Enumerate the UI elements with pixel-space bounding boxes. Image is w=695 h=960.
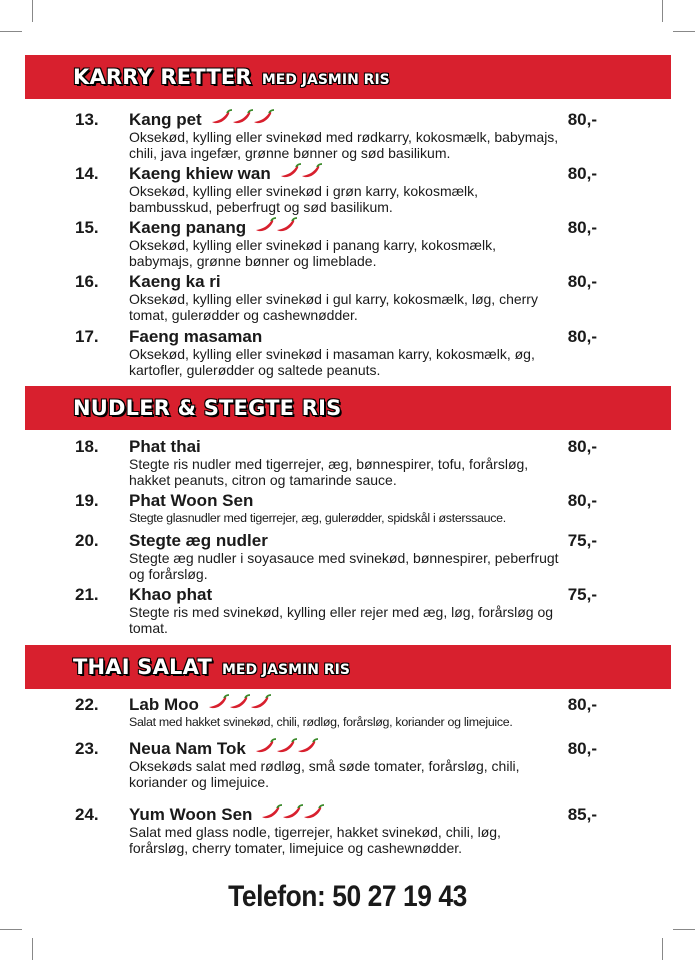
item-number: 15.: [75, 217, 99, 237]
section-title: NUDLER & STEGTE RIS: [73, 396, 342, 420]
menu-item-22: [75, 695, 605, 730]
item-price: 80,-: [567, 437, 597, 456]
item-price: 80,-: [567, 218, 597, 237]
crop-mark: [0, 31, 22, 32]
chili-pepper-icon: [296, 737, 320, 755]
section-banner-salat: [25, 645, 671, 689]
section-subtitle: MED JASMIN RIS: [221, 661, 350, 678]
item-description: Stegte ris nudler med tigerrejer, æg, bønnespirer, tofu, forårsløg, hakket peanuts, citron og tamarinde sauce.: [129, 456, 529, 488]
crop-mark: [662, 0, 663, 22]
item-price: 75,-: [567, 585, 597, 604]
section-title: KARRY RETTER: [73, 65, 252, 89]
item-name: Kaeng khiew wan: [129, 163, 271, 183]
chili-rating: [254, 737, 317, 755]
crop-mark: [32, 0, 33, 22]
item-description: Stegte ris med svinekød, kylling eller rejer med æg, løg, forårsløg og tomat.: [129, 604, 554, 636]
item-description: Oksekød, kylling eller svinekød i panang karry, kokosmælk, babymajs, grønne bønner og limeblade.: [129, 237, 496, 269]
crop-mark: [0, 929, 22, 930]
chili-rating: [207, 693, 270, 711]
chili-pepper-icon: [252, 108, 276, 126]
chili-rating: [279, 162, 321, 180]
item-price: 80,-: [567, 110, 597, 129]
menu-item-21: [75, 585, 605, 636]
menu-item-19: [75, 491, 605, 526]
item-price: 80,-: [567, 695, 597, 714]
chili-rating: [210, 108, 273, 126]
chili-pepper-icon: [302, 803, 326, 821]
item-number: 23.: [75, 738, 99, 758]
item-number: 17.: [75, 326, 99, 346]
item-price: 85,-: [567, 805, 597, 824]
item-name: Kang pet: [129, 109, 202, 129]
item-name: Phat thai: [129, 436, 201, 456]
menu-item-17: [75, 327, 605, 378]
item-description: Stegte æg nudler i soyasauce med svinekød, bønnespirer, peberfrugt og forårsløg.: [129, 550, 559, 582]
item-price: 80,-: [567, 491, 597, 510]
menu-item-15: [75, 218, 605, 269]
crop-mark: [662, 938, 663, 960]
menu-item-14: [75, 164, 605, 215]
chili-pepper-icon: [249, 693, 273, 711]
item-name: Faeng masaman: [129, 326, 263, 346]
chili-pepper-icon: [300, 162, 324, 180]
item-number: 16.: [75, 271, 99, 291]
item-price: 80,-: [567, 272, 597, 291]
chili-rating: [260, 803, 323, 821]
item-price: 80,-: [567, 327, 597, 346]
section-subtitle: MED JASMIN RIS: [261, 71, 390, 88]
item-number: 13.: [75, 109, 99, 129]
item-name: Phat Woon Sen: [129, 490, 254, 510]
section-banner-nudler: [25, 386, 671, 430]
section-banner-karry: [25, 55, 671, 99]
chili-pepper-icon: [275, 216, 299, 234]
item-number: 20.: [75, 530, 99, 550]
crop-mark: [673, 31, 695, 32]
menu-item-16: [75, 272, 605, 323]
item-name: Khao phat: [129, 584, 213, 604]
section-title: THAI SALAT: [73, 655, 212, 679]
item-description: Salat med glass nodle, tigerrejer, hakket svinekød, chili, løg, forårsløg, cherry tomater, limejuice og cashewnødder.: [129, 824, 501, 856]
menu-item-20: [75, 531, 605, 582]
chili-rating: [254, 216, 296, 234]
item-price: 75,-: [567, 531, 597, 550]
item-name: Neua Nam Tok: [129, 738, 246, 758]
item-description: Oksekød, kylling eller svinekød i gul karry, kokosmælk, løg, cherry tomat, gulerødder og cashewnødder.: [129, 291, 538, 323]
crop-mark: [32, 938, 33, 960]
item-name: Yum Woon Sen: [129, 804, 253, 824]
item-number: 24.: [75, 804, 99, 824]
item-name: Kaeng panang: [129, 217, 247, 237]
item-number: 14.: [75, 163, 99, 183]
item-name: Kaeng ka ri: [129, 271, 221, 291]
item-number: 19.: [75, 490, 99, 510]
item-number: 18.: [75, 436, 99, 456]
phone-number: Telefon: 50 27 19 43: [228, 880, 467, 913]
crop-mark: [673, 929, 695, 930]
item-number: 22.: [75, 694, 99, 714]
menu-item-18: [75, 437, 605, 488]
item-description: Salat med hakket svinekød, chili, rødløg, forårsløg, koriander og limejuice.: [129, 715, 513, 729]
menu-item-23: [75, 739, 605, 790]
item-price: 80,-: [567, 164, 597, 183]
item-description: Oksekøds salat med rødløg, små søde tomater, forårsløg, chili, koriander og limejuice.: [129, 758, 520, 790]
item-price: 80,-: [567, 739, 597, 758]
menu-item-24: [75, 805, 605, 856]
menu-item-13: [75, 110, 605, 161]
item-name: Stegte æg nudler: [129, 530, 268, 550]
item-description: Stegte glasnudler med tigerrejer, æg, gulerødder, spidskål i østerssauce.: [129, 511, 506, 525]
item-number: 21.: [75, 584, 99, 604]
item-description: Oksekød, kylling eller svinekød med rødkarry, kokosmælk, babymajs, chili, java ingefær, grønne bønner og sød basilikum.: [129, 129, 559, 161]
item-name: Lab Moo: [129, 694, 199, 714]
item-description: Oksekød, kylling eller svinekød i grøn karry, kokosmælk, bambusskud, peberfrugt og sød basilikum.: [129, 183, 479, 215]
item-description: Oksekød, kylling eller svinekød i masaman karry, kokosmælk, øg, kartofler, gulerødder og saltede peanuts.: [129, 346, 535, 378]
